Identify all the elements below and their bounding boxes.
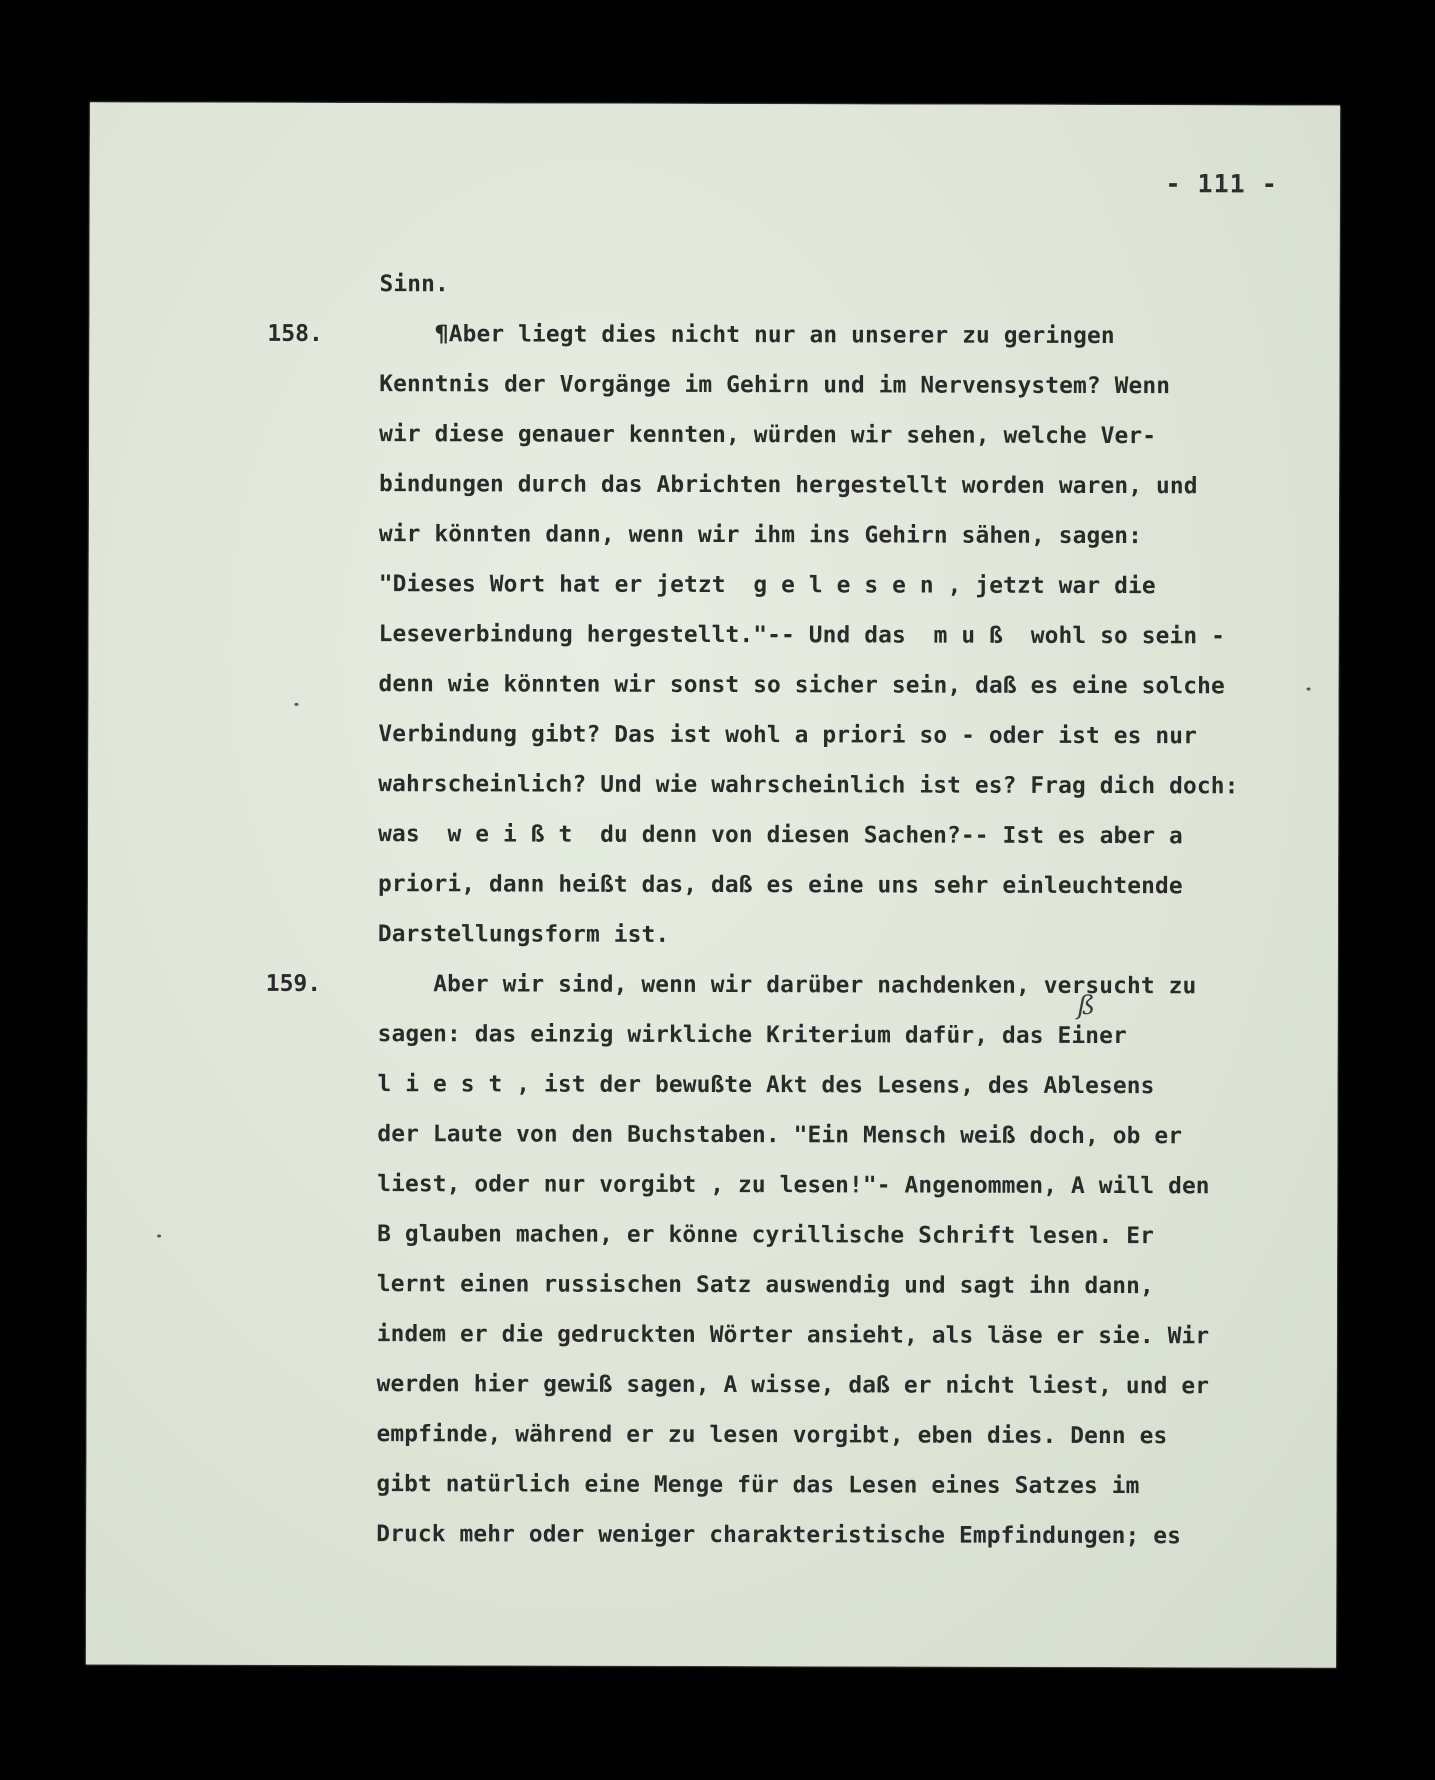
paper-speck <box>157 1235 161 1238</box>
text-line: wir diese genauer kennten, würden wir sehen, welche Ver- <box>379 421 1157 450</box>
text-line: was w e i ß t du denn von diesen Sachen?-- Ist es aber a <box>378 821 1183 850</box>
text-line: B glauben machen, er könne cyrillische Schrift lesen. Er <box>377 1221 1155 1250</box>
text-line: werden hier gewiß sagen, A wisse, daß er nicht liest, und er <box>376 1371 1210 1400</box>
paper-speck <box>1307 688 1311 691</box>
text-line: bindungen durch das Abrichten hergestellt worden waren, und <box>379 471 1198 500</box>
paragraph-number-159: 159. <box>265 970 322 997</box>
text-line: indem er die gedruckten Wörter ansieht, als läse er sie. Wir <box>376 1321 1210 1350</box>
text-line: "Dieses Wort hat er jetzt g e l e s e n , jetzt war die <box>378 571 1156 600</box>
text-line: priori, dann heißt das, daß es eine uns sehr einleuchtende <box>377 871 1183 900</box>
text-line: der Laute von den Buchstaben. "Ein Mensch weiß doch, ob er <box>377 1121 1183 1150</box>
typescript-page <box>86 102 1340 1667</box>
text-line: Kenntnis der Vorgänge im Gehirn und im Nervensystem? Wenn <box>379 371 1171 400</box>
text-line: denn wie könnten wir sonst so sicher sein, daß es eine solche <box>378 671 1225 700</box>
handwritten-correction: ß <box>1077 990 1096 1022</box>
page-number: - 111 - <box>1165 169 1278 199</box>
text-line: Darstellungsform ist. <box>377 921 670 948</box>
text-line: ¶Aber liegt dies nicht nur an unserer zu geringen <box>379 321 1115 350</box>
text-line: wir könnten dann, wenn wir ihm ins Gehirn sähen, sagen: <box>378 521 1143 550</box>
text-line: empfinde, während er zu lesen vorgibt, eben dies. Denn es <box>376 1421 1168 1450</box>
text-line: Aber wir sind, wenn wir darüber nachdenken, versucht zu <box>377 971 1197 1000</box>
text-line: sagen: das einzig wirkliche Kriterium dafür, das Einer <box>377 1021 1127 1050</box>
text-line: Verbindung gibt? Das ist wohl a priori so - oder ist es nur <box>378 721 1198 750</box>
text-line: Druck mehr oder weniger charakteristische Empfindungen; es <box>376 1521 1182 1550</box>
paragraph-number-158: 158. <box>267 320 323 347</box>
text-line: liest, oder nur vorgibt , zu lesen!"- Angenommen, A will den <box>377 1171 1210 1200</box>
text-line: wahrscheinlich? Und wie wahrscheinlich ist es? Frag dich doch: <box>378 771 1239 800</box>
text-line: Sinn. <box>379 271 449 298</box>
text-line: gibt natürlich eine Menge für das Lesen eines Satzes im <box>376 1471 1140 1500</box>
paper-speck <box>294 703 298 706</box>
text-line: Leseverbindung hergestellt."-- Und das m u ß wohl so sein - <box>378 621 1226 650</box>
text-line: l i e s t , ist der bewußte Akt des Lesens, des Ablesens <box>377 1071 1155 1100</box>
text-line: lernt einen russischen Satz auswendig und sagt ihn dann, <box>376 1271 1154 1300</box>
